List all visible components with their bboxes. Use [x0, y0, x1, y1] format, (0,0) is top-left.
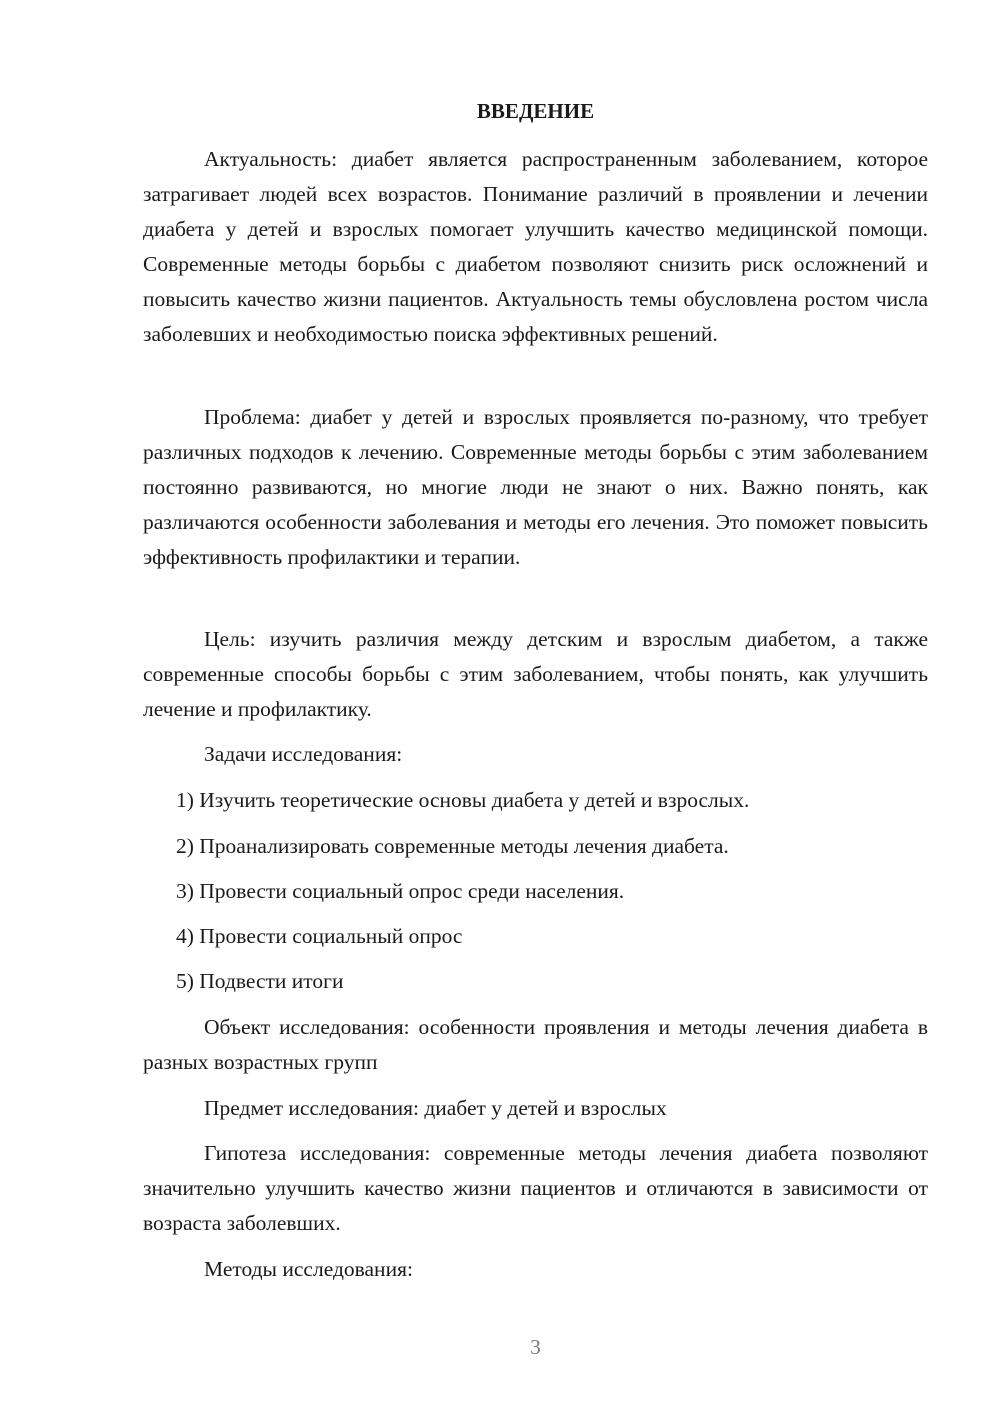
- task-item-4: 4) Провести социальный опрос: [176, 924, 463, 948]
- task-item-5: 5) Подвести итоги: [176, 969, 344, 993]
- problem-paragraph: Проблема: диабет у детей и взрослых проявляется по-разному, что требует различных подходов к лечению. Современные методы борьбы с этим заболеванием постоянно развиваются, но многие люди не знают о них. Важно понять, как различаются особенности заболевания и методы его лечения. Это поможет повысить эффективность профилактики и терапии.: [143, 405, 928, 569]
- document-page: [143, 0, 928, 1414]
- page-title: ВВЕДЕНИЕ: [476, 99, 595, 123]
- goal-paragraph: Цель: изучить различия между детским и взрослым диабетом, а также современные способы борьбы с этим заболеванием, чтобы понять, как улучшить лечение и профилактику.: [143, 627, 928, 721]
- subject-paragraph: Предмет исследования: диабет у детей и взрослых: [204, 1096, 667, 1120]
- tasks-heading: Задачи исследования:: [204, 742, 403, 766]
- relevance-paragraph: Актуальность: диабет является распространенным заболеванием, которое затрагивает людей всех возрастов. Понимание различий в проявлении и лечении диабета у детей и взрослых помогает улучшить качество медицинской помощи. Современные методы борьбы с диабетом позволяют снизить риск осложнений и повысить качество жизни пациентов. Актуальность темы обусловлена ростом числа заболевших и необходимостью поиска эффективных решений.: [143, 147, 928, 346]
- task-item-2: 2) Проанализировать современные методы лечения диабета.: [176, 834, 729, 858]
- methods-heading: Методы исследования:: [204, 1257, 413, 1281]
- object-paragraph: Объект исследования: особенности проявления и методы лечения диабета в разных возрастных групп: [143, 1015, 928, 1074]
- page-number: 3: [530, 1335, 541, 1359]
- task-item-3: 3) Провести социальный опрос среди населения.: [176, 879, 625, 903]
- task-item-1: 1) Изучить теоретические основы диабета у детей и взрослых.: [176, 788, 750, 812]
- hypothesis-paragraph: Гипотеза исследования: современные методы лечения диабета позволяют значительно улучшить качество жизни пациентов и отличаются в зависимости от возраста заболевших.: [143, 1141, 928, 1235]
